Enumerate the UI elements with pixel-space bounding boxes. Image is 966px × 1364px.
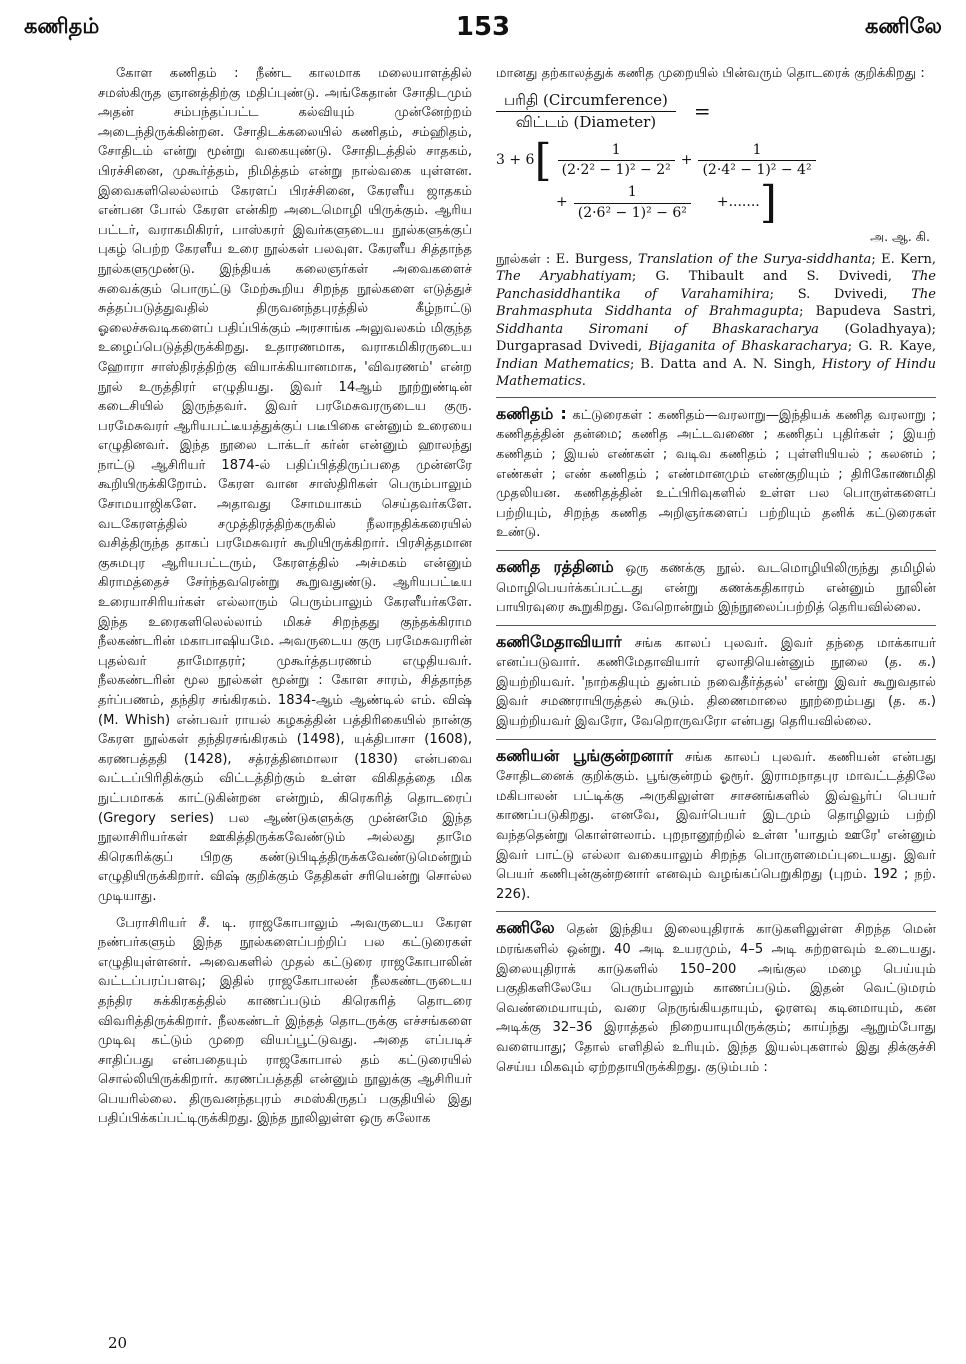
term-numerator: 1 — [558, 141, 675, 162]
equals-sign: = — [693, 98, 711, 123]
divider — [496, 911, 936, 912]
page-header — [24, 12, 942, 46]
ref-text: ; E. Kern, — [871, 251, 936, 267]
series-line-1 — [496, 134, 936, 186]
series-formula — [496, 90, 936, 229]
term-denominator: (2·6² − 1)² − 6² — [577, 204, 687, 221]
ref-title: Siddhanta Siromani of Bhaskaracharya — [496, 321, 819, 337]
ref-title: The Panchasiddhantika of Varahamihira — [496, 269, 936, 302]
ref-text: ; G. R. Kaye, — [847, 339, 936, 355]
entry-text: தென் இந்திய இலையுதிராக் காடுகளிலுள்ள சிறந்த மென் மரங்களில் ஒன்று. 40 அடி உயரமும், 4–5 அடி சுற்றளவும் உடையது. இலையுதிராக் காடுகளில் 150–200 அங்குல மழை பெய்யும் பகுதிகளிலேயே பெரும்பாலும் காணப்படும். இதன் வெட்டுமரம் வெண்மையாயும், வரை நெருங்கியதாயும், ஓரளவு கடினமாயும், கன அடிக்கு 32–36 இராத்தல் நிறையாயுமிருக்கும்; காய்ந்து ஆறும்போது வளையாது; தோல் எளிதில் உரியும். இந்த இயல்புகளால் இது திக்குச்சி செய்ய மிகவும் ஏற்றதாயிருக்கிறது. குடும்பம் : — [496, 922, 936, 1075]
divider — [496, 739, 936, 740]
fraction-denominator: விட்டம் (Diameter) — [515, 113, 657, 132]
references-label: நூல்கள் : — [496, 251, 551, 267]
paragraph: பேராசிரியர் சீ. டி. ராஜகோபாலும் அவருடைய கேரள நண்பர்களும் இந்த நூல்களைப்பற்றிப் பல கட்டுரைகள் எழுதியுள்ளனர். அவைகளில் முதல் கட்டுரை ராஜகோபாலின் வட்டப்பரப்பளவு; இதில் ராஜகோபாலன் நீலகண்டருடைய தந்திர சுக்கிரகத்தில் காணப்படும் கிரெகரித் தொடரை விவரித்திருக்கிறார். நீலகண்டர் இந்தத் தொடருக்கு எச்சங்களை முடிவு கட்டும் முறை வியப்பூட்டுவது. அதை எப்படிச் சாதிப்பது என்பதையும் ராஜகோபால் தம் கட்டுரையில் சொல்லியிருக்கிறார். கரணப்பத்ததி என்னும் நூலுக்கு ஆசிரியர் பெயரில்லை. திருவனந்தபுரம் சமஸ்கிருதப் பகுதியில் இது பதிப்பிக்கப்பட்டிருக்கிறது. இந்த நூலிலுள்ள ஒரு சுலோக — [98, 915, 472, 1127]
ref-text: E. Burgess, — [555, 251, 638, 267]
entry-headword: கணித ரத்தினம் — [496, 556, 614, 576]
bracket-open: [ — [534, 134, 552, 186]
page-number: 153 — [455, 12, 511, 42]
entry-text: சங்க காலப் புலவர். இவர் தந்தை மாக்காயர் எனப்படுவார். கணிமேதாவியார் ஏலாதியென்னும் நூலை (த. க.) இயற்றியவர். 'நாற்கதியும் துன்பம் நவைதீர்த்தல்' என்று இவர் கூறுவதால் இவர் சமணராயிருத்தல் கூடும். திணைமாலை நூற்றைம்பது (த. க.) இயற்றியவர் இவரோ, வேறொருவரோ என்பது தெரியவில்லை. — [496, 635, 936, 730]
entry — [496, 557, 936, 618]
intro-text: மானது தற்காலத்துக் கணித முறையில் பின்வரும் தொடரைக் குறிக்கிறது : — [496, 66, 925, 81]
entry-text: சங்க காலப் புலவர். கணியன் என்பது சோதிடனைக் குறிக்கும். பூங்குன்றம் ஓரூர். இராமநாதபுர மாவட்டத்திலே மகிபாலன் பட்டிக்கு அருகிலுள்ள சாசனங்களில் இவ்வூர்ப் பெயர் காணப்படுகிறது. எனவே, இவர்பெயர் இடமும் தொழிலும் பற்றி வந்ததென்று கொள்ளலாம். புறநானூற்றில் உள்ள 'யாதும் ஊரே' என்னும் இவர் பாட்டு எல்லா வகையாலும் சிறந்த பொருளமைப்புடையது. இவர் பெயர் கணிபுன்குன்றனார் எனவும் வழங்கப்பெறுகிறது (புறம். 192 ; நற். 226). — [496, 749, 936, 902]
ref-text: . — [581, 374, 586, 390]
series-term — [698, 141, 815, 181]
bracket-close: ] — [759, 177, 777, 229]
right-column — [496, 64, 936, 1084]
entry — [496, 404, 936, 543]
ref-text: ; Bapudeva Sastri, — [799, 304, 937, 320]
entry-headword: கணிமேதாவியார் — [496, 631, 622, 651]
entry-headword: கணிதம் : — [496, 403, 567, 423]
ref-title: Indian Mathematics — [496, 356, 630, 372]
divider — [496, 625, 936, 626]
ref-title: Translation of the Surya-siddhanta — [637, 251, 872, 267]
fraction-numerator: பரிதி (Circumference) — [496, 91, 676, 113]
ratio-fraction — [496, 91, 676, 133]
ref-title: History of Hindu Mathematics — [496, 356, 936, 390]
series-lead: 3 + 6 — [496, 152, 535, 169]
entry-headword: கணிலே — [496, 918, 555, 938]
term-numerator: 1 — [574, 183, 691, 204]
ref-text: ; B. Datta and A. N. Singh, — [629, 356, 822, 372]
series-line-2 — [556, 177, 936, 229]
entry — [496, 918, 936, 1077]
ref-text: (Goladhyaya); Durgaprasad Dvivedi, — [496, 321, 936, 355]
running-head-left: கணிதம் — [24, 14, 100, 38]
ref-text: ; G. Thibault and S. Dvivedi, — [631, 269, 912, 285]
series-tail: +....... — [716, 194, 760, 211]
ref-text: ; S. Dvivedi, — [769, 286, 912, 302]
ref-title: The Aryabhatiyam — [496, 269, 632, 285]
entry — [496, 746, 936, 905]
term-denominator: (2·4² − 1)² − 4² — [702, 162, 812, 179]
term-numerator: 1 — [698, 141, 815, 162]
left-column — [98, 64, 472, 1136]
author-signature: அ. ஆ. கி. — [870, 229, 930, 245]
running-head-right: கணிலே — [864, 14, 942, 38]
series-term — [574, 183, 691, 223]
references — [496, 251, 936, 391]
footer-number: 20 — [108, 1334, 128, 1352]
entry-text: ஒரு கணக்கு நூல். வடமொழியிலிருந்து தமிழில் மொழிபெயர்க்கப்பட்டது என்று கணக்கதிகாரம் என்னும் நூலின் பாயிரவுரை கூறுகிறது. வேறொன்றும் இந்நூலைப்பற்றித் தெரியவில்லை. — [496, 560, 936, 616]
divider — [496, 550, 936, 551]
entry — [496, 632, 936, 732]
ref-title: Bijaganita of Bhaskaracharya — [648, 339, 848, 355]
entry-text: கட்டுரைகள் : கணிதம்—வரலாறு—இந்தியக் கணித வரலாறு ; கணிதத்தின் தன்மை; கணித அட்டவணை ; கணிதப் புதிர்கள் ; இயற் கணிதம் ; இயல் எண்கள் ; வடிவ கணிதம் ; புள்ளியியல் ; கலனம் ; எண்கள் ; எண் கணிதம் ; எண்மானமும் எண்குறியும் ; திரிகோணமிதி முதலியன. கணிதத்தின் உட்பிரிவுகளில் உள்ள பல பொருள்களைப் பற்றியும், சிறந்த கணித அறிஞர்களைப் பற்றியும் தனிக் கட்டுரைகள் உண்டு. — [496, 407, 936, 541]
entry-headword: கணியன் பூங்குன்றனார் — [496, 745, 674, 765]
ref-title: The Brahmasphuta Siddhanta of Brahmagupta — [496, 286, 936, 320]
divider — [496, 397, 936, 398]
plus-sign: + — [680, 152, 693, 169]
term-denominator: (2·2² − 1)² − 2² — [561, 162, 671, 179]
paragraph: கோள கணிதம் : நீண்ட காலமாக மலையாளத்தில் சமஸ்கிருத ஞானத்திற்கு மதிப்புண்டு. அங்கேதான் சோதிடமும் அதன் சம்பந்தப்பட்ட கல்வியும் முன்னேற்றம் அடைந்திருக்கின்றன. சோதிடக்கலையில் கணிதம், சம்ஹிதம், சோதிடம் என்று மூன்று வகையுண்டு. சோதிடத்தில் சாதகம், பிரச்சினை, முகூர்த்தம், நிமித்தம் என்று நால்வகை யுள்ளன. இவைகளிலெல்லாம் கேரளப் பிரச்சினை, கேரளீய ஜாதகம் என்பன போல் கேரள என்கிற அடைமொழி யிருக்கும். ஆரிய பட்டர், வராகமிகிரர், பாஸ்கரர் இவர்களுடைய நூல்களுக்குப் புகழ் பெற்ற கேரளீய உரை நூல்கள் பலவுள. கேரளீய சித்தாந்த நூல்களுமுண்டு. இந்தியக் கலைஞர்கள் அவைகளைச் சுவைக்கும் பொருட்டு மேற்கூறிய சிறந்த நூல்களை எடுத்துச் சுத்தப்படுத்துவதில் திருவனந்தபுரத்தில் கீழ்நாட்டு ஓலைச்சுவடிகளைப் பதிப்பிக்கும் அரசாங்க அலுவலகம் மிகுந்த உழைப்பெடுத்திருக்கிறது. உதாரணமாக, வராகமிகிரருடைய ஹோரா சாஸ்திரத்திற்கு வியாக்கியானமாக, 'விவரணம்' என்ற நூல் உருத்திரர் எழுதியது. இவர் 14ஆம் நூற்றுண்டின் கடைசியில் இருந்தவர். இவர் பரமேசுவரருடைய குரு. பரமேசுவரர் ஆரியபட்டீயத்துக்குப் படீபிகை என்னும் உரையை எழுதினவர். இந்த நூலை டாக்டர் கர்ன் என்னும் ஹாலந்து நாட்டு ஆசிரியர் 1874-ல் பதிப்பித்திருப்பதை முன்னரே கூறியிருக்கிறோம். கேரள வான சாஸ்திரிகள் பெரும்பாலும் சோமயாஜிகளே. அதாவது சோமயாகம் செய்தவர்களே. வடகேரளத்தில் சமுத்திரத்திற்கருகில் நீலாநதிக்கரையில் வசித்திருந்த தாகப் பரமேசுவரர் கூறியிருக்கிறார். பிரசித்தமான குசுமபுர ஆரியபட்டரும், கேரளத்தில் அச்மகம் என்னும் கிராமத்தைச் சேர்ந்தவரென்று கூறுவதுண்டு. ஆரியபட்டீய உரையாசிரியர்கள் எல்லாரும் பெரும்பாலும் கேரளீயர்களே. இந்த உரைகளிலெல்லாம் மிகச் சிறந்தது குந்தக்கிராம நீலகண்டரின் மகாபாஷியமே. அவருடைய குரு பரமேசுவரரின் புதல்வர் தாமோதரர்; முகூர்த்தபரணம் எழுதியவர். நீலகண்டரின் மூல நூல்கள் மூன்று : கோள சாரம், சித்தாந்த தர்ப்பணம், தந்திர சங்கிரகம். 1834-ஆம் ஆண்டில் எம். விஷ் (M. Whish) என்பவர் ராயல் கழகத்தின் பத்திரிகையில் நான்கு கேரள நூல்கள் தந்திரசங்கிரகம் (1498), யுக்திபாசா (1608), கரணபத்ததி (1428), சத்ரத்தினமாலா (1830) என்பவை வட்டப்பிரிதிக்கும் விட்டத்திற்கும் உள்ள விகிதத்தை மிக நுட்பமாகக் காட்டுகின்றன என்றும், கிரெகரித் தொடரைப் (Gregory series) பல ஆண்டுகளுக்கு முன்னமே இந்த நூலாசிரியர்கள் ஊகித்திருக்கவேண்டும் அல்லது தாமே கிரெகரிக்குப் பிறகு கண்டுபிடித்திருக்கவேண்டுமென்றும் எழுதியிருக்கிறார். விஷ் குறிக்கும் தேதிகள் சரியென்று சொல்ல முடியாது. — [98, 66, 472, 904]
plus-sign: + — [556, 194, 568, 211]
series-term — [558, 141, 675, 181]
